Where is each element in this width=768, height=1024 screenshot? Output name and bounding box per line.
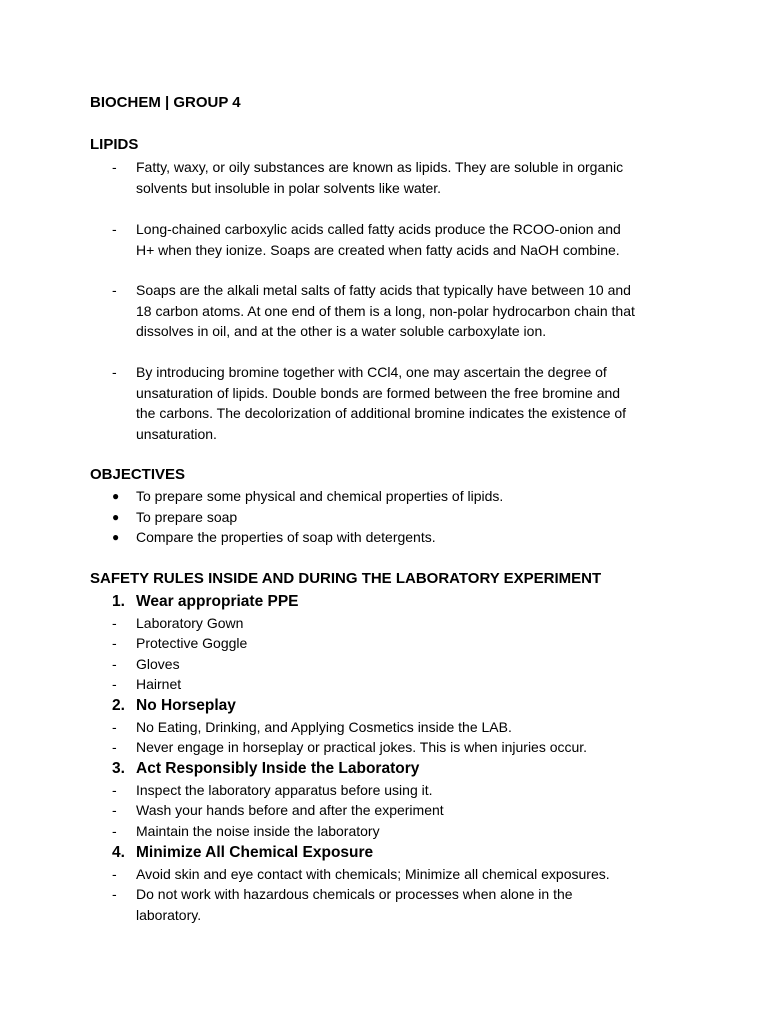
list-item-text: Inspect the laboratory apparatus before using it.: [136, 782, 433, 798]
dash-marker: -: [112, 221, 117, 237]
lipids-list: [112, 362, 692, 444]
list-item: [112, 821, 692, 841]
list-item-text: To prepare soap: [136, 508, 238, 525]
list-item-text: Laboratory Gown: [136, 615, 244, 631]
dash-marker: -: [112, 822, 117, 839]
dash-marker: -: [112, 615, 117, 631]
rule-heading: [112, 591, 299, 612]
rule-number: 1.: [112, 593, 125, 610]
list-item: [112, 362, 692, 444]
lipids-list: [112, 280, 692, 342]
dash-marker: -: [112, 866, 117, 882]
list-item-text: unsaturation.: [136, 425, 217, 442]
list-item-text: Protective Goggle: [136, 635, 248, 652]
rule-items-list: [112, 780, 692, 841]
lipids-list: [112, 157, 692, 198]
list-item: [112, 654, 692, 674]
list-item: [112, 780, 692, 800]
list-item-text: solvents but insoluble in polar solvents like water.: [136, 179, 442, 196]
rule-items-list: [112, 613, 692, 694]
dash-marker: -: [112, 635, 117, 652]
rule-heading: [112, 842, 373, 863]
list-item-text: H+ when they ionize. Soaps are created when fatty acids and NaOH combine.: [136, 241, 620, 258]
list-item: [112, 674, 692, 694]
list-item: [112, 280, 692, 342]
list-item-text: dissolves in oil, and at the other is a water soluble carboxylate ion.: [136, 323, 547, 340]
list-item-text: Maintain the noise inside the laboratory: [136, 822, 380, 839]
dash-marker: -: [112, 782, 117, 798]
list-item: [112, 800, 692, 820]
dash-marker: -: [112, 802, 117, 819]
list-item: [112, 527, 692, 548]
rule-heading: [112, 758, 419, 779]
dash-marker: -: [112, 282, 117, 298]
list-item-text: Avoid skin and eye contact with chemicals; Minimize all chemical exposures.: [136, 866, 610, 882]
dash-marker: -: [112, 675, 117, 692]
rule-number: 2.: [112, 697, 125, 714]
rule-title: Act Responsibly Inside the Laboratory: [136, 760, 420, 777]
list-item-text: Never engage in horseplay or practical jokes. This is when injuries occur.: [136, 739, 588, 756]
document-title: BIOCHEM | GROUP 4: [90, 94, 241, 111]
list-item-text: Wash your hands before and after the experiment: [136, 802, 444, 819]
list-item-text: Long-chained carboxylic acids called fatty acids produce the RCOO-onion and: [136, 221, 621, 237]
dash-marker: -: [112, 739, 117, 756]
rule-number: 4.: [112, 844, 125, 861]
rule-title: No Horseplay: [136, 697, 236, 714]
objectives-heading: OBJECTIVES: [90, 466, 186, 483]
rule-heading: [112, 695, 236, 716]
lipids-heading: LIPIDS: [90, 136, 139, 153]
list-item: [112, 737, 692, 757]
safety-heading: SAFETY RULES INSIDE AND DURING THE LABORATORY EXPERIMENT: [90, 570, 602, 587]
list-item-text: Compare the properties of soap with detergents.: [136, 529, 436, 546]
rule-number: 3.: [112, 760, 125, 777]
list-item: [112, 613, 692, 633]
list-item-text: the carbons. The decolorization of additional bromine indicates the existence of: [136, 405, 627, 422]
list-item: [112, 884, 692, 925]
list-item: [112, 633, 692, 653]
list-item-text: laboratory.: [136, 906, 202, 923]
list-item: [112, 157, 692, 198]
list-item-text: unsaturation of lipids. Double bonds are formed between the free bromine and: [136, 384, 621, 401]
rule-title: Minimize All Chemical Exposure: [136, 844, 374, 861]
list-item-text: By introducing bromine together with CCl4, one may ascertain the degree of: [136, 364, 607, 380]
list-item-text: Fatty, waxy, or oily substances are known as lipids. They are soluble in organic: [136, 159, 624, 175]
rule-items-list: [112, 864, 692, 925]
bullet-marker: ●: [112, 509, 120, 524]
rule-title: Wear appropriate PPE: [136, 593, 299, 610]
list-item-text: Do not work with hazardous chemicals or processes when alone in the: [136, 886, 573, 903]
list-item-text: Soaps are the alkali metal salts of fatty acids that typically have between 10 and: [136, 282, 631, 298]
dash-marker: -: [112, 886, 117, 903]
list-item: [112, 507, 692, 528]
list-item-text: 18 carbon atoms. At one end of them is a long, non-polar hydrocarbon chain that: [136, 302, 635, 319]
dash-marker: -: [112, 364, 117, 380]
bullet-marker: ●: [112, 489, 120, 503]
list-item-text: Hairnet: [136, 675, 182, 692]
list-item-text: Gloves: [136, 655, 180, 672]
lipids-list: [112, 219, 692, 260]
dash-marker: -: [112, 655, 117, 672]
list-item: [112, 864, 692, 884]
dash-marker: -: [112, 159, 117, 175]
list-item: [112, 486, 692, 507]
dash-marker: -: [112, 719, 117, 735]
list-item: [112, 219, 692, 260]
list-item-text: To prepare some physical and chemical properties of lipids.: [136, 488, 504, 504]
list-item: [112, 717, 692, 737]
bullet-marker: ●: [112, 530, 120, 545]
objectives-list: [112, 486, 692, 548]
list-item-text: No Eating, Drinking, and Applying Cosmetics inside the LAB.: [136, 719, 512, 735]
rule-items-list: [112, 717, 692, 758]
